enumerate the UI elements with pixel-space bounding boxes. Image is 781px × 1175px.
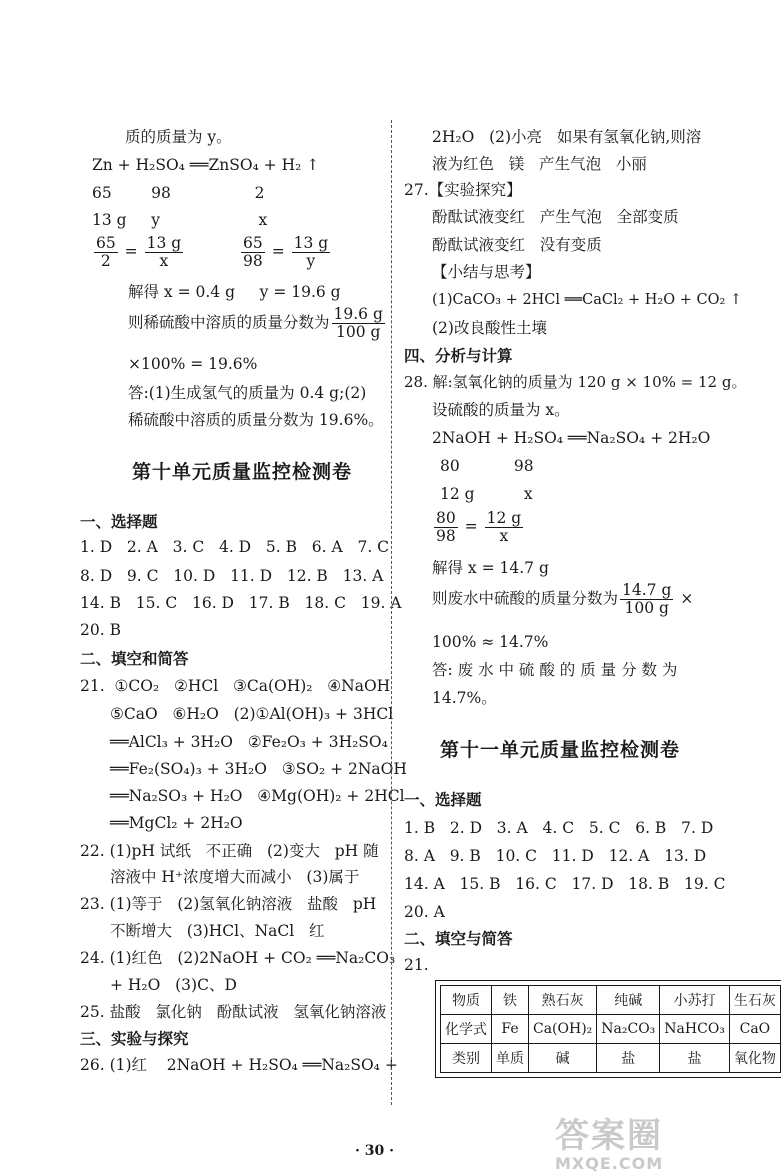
section-title: 第十单元质量监控检测卷 [132, 461, 353, 483]
answer-line: 14. B 15. C 16. D 17. B 18. C 19. A [80, 594, 402, 612]
mass-fraction-line: 则废水中硫酸的质量分数为 $\frac{14.7 g}{100 g}$ × [432, 581, 694, 617]
table-cell: CaO [729, 1015, 780, 1044]
section-heading: 四、分析与计算 [404, 346, 513, 365]
answer-line: 22. (1)pH 试纸 不正确 (2)变大 pH 随 [80, 842, 379, 860]
answer-line: 【小结与思考】 [432, 263, 541, 281]
answer-line: 23. (1)等于 (2)氢氧化钠溶液 盐酸 pH [80, 895, 377, 913]
question-number: 21. [404, 956, 429, 974]
section-title: 第十一单元质量监控检测卷 [440, 739, 681, 761]
answer-line: 21. ①CO₂ ②HCl ③Ca(OH)₂ ④NaOH [80, 677, 391, 695]
table-cell: 化学式 [441, 1015, 492, 1044]
text-line: 质的质量为 y。 [125, 128, 232, 146]
answer-line: 20. B [80, 621, 121, 639]
answer-line: 27.【实验探究】 [404, 181, 522, 199]
table-cell: 类别 [441, 1044, 492, 1073]
text-line: 13 g y x [92, 211, 268, 229]
text-line: ×100% = 19.6% [128, 355, 258, 373]
watermark [555, 1118, 663, 1173]
answer-line: ══AlCl₃ + 3H₂O ②Fe₂O₃ + 3H₂SO₄ [110, 733, 388, 751]
watermark-url: MXQE.COM [555, 1154, 664, 1173]
answer-line: 1. B 2. D 3. A 4. C 5. C 6. B 7. D [404, 819, 714, 837]
proportion-line: $\frac{80}{98}$ = $\frac{12 g}{x}$ [436, 509, 522, 545]
answer-line: (2)改良酸性土壤 [432, 319, 547, 337]
answer-line: 不断增大 (3)HCl、NaCl 红 [110, 922, 325, 940]
table-cell: 生石灰 [729, 986, 780, 1015]
table-cell: 铁 [492, 986, 529, 1015]
fraction: $\frac{13 g}{y}$ [293, 234, 329, 270]
table-cell: 碱 [529, 1044, 597, 1073]
table-row [441, 986, 781, 1015]
answer-line: 2H₂O (2)小亮 如果有氢氧化钠,则溶 [432, 128, 702, 146]
table-cell: Ca(OH)₂ [529, 1015, 597, 1044]
answer-line: 设硫酸的质量为 x。 [432, 401, 570, 419]
answer-line: + H₂O (3)C、D [110, 976, 237, 994]
table-cell: 单质 [492, 1044, 529, 1073]
answer-line: 1. D 2. A 3. C 4. D 5. B 6. A 7. C [80, 538, 390, 556]
table-cell: NaHCO₃ [660, 1015, 730, 1044]
fraction: $\frac{80}{98}$ [436, 509, 456, 545]
section-heading: 二、填空和简答 [80, 649, 189, 668]
fraction: $\frac{65}{98}$ [243, 234, 263, 270]
answer-line: ══Na₂SO₃ + H₂O ④Mg(OH)₂ + 2HCl [110, 787, 405, 805]
table-cell: 盐 [660, 1044, 730, 1073]
answer-line: 8. A 9. B 10. C 11. D 12. A 13. D [404, 847, 707, 865]
fraction: $\frac{14.7 g}{100 g}$ [622, 581, 672, 617]
answer-line: 解得 x = 14.7 g [432, 559, 549, 577]
column-divider [391, 120, 392, 1105]
equation-line: Zn + H₂SO₄ ══ZnSO₄ + H₂ ↑ [92, 156, 320, 174]
answer-line: ══Fe₂(SO₄)₃ + 3H₂O ③SO₂ + 2NaOH [110, 760, 407, 778]
answer-line: 答: 废 水 中 硫 酸 的 质 量 分 数 为 [432, 661, 678, 679]
fraction: $\frac{19.6 g}{100 g}$ [333, 305, 383, 341]
answer-line: 液为红色 镁 产生气泡 小丽 [432, 155, 647, 173]
table-cell: 盐 [597, 1044, 660, 1073]
section-heading: 三、实验与探究 [80, 1029, 189, 1048]
watermark-logo-text: 答案圈 [555, 1116, 663, 1156]
answer-line: 20. A [404, 903, 445, 921]
table-cell: 熟石灰 [529, 986, 597, 1015]
mass-fraction-line: 则稀硫酸中溶质的质量分数为 $\frac{19.6 g}{100 g}$ [128, 305, 383, 341]
equation-line: 2NaOH + H₂SO₄ ══Na₂SO₄ + 2H₂O [432, 429, 711, 447]
answer-line: 26. (1)红 2NaOH + H₂SO₄ ══Na₂SO₄ + [80, 1056, 398, 1074]
answer-line: 酚酞试液变红 没有变质 [432, 236, 602, 254]
table-row [441, 1044, 781, 1073]
answer-line: 24. (1)红色 (2)2NaOH + CO₂ ══Na₂CO₃ [80, 949, 396, 967]
table-cell: Fe [492, 1015, 529, 1044]
proportion-line: $\frac{65}{2}$ = $\frac{13 g}{x}$ $\frac{65}{98}$ = $\frac{13 g}{y}$ [96, 234, 329, 270]
answer-line: 酚酞试液变红 产生气泡 全部变质 [432, 208, 679, 226]
page-number: · 30 · [355, 1143, 394, 1159]
table-cell: 纯碱 [597, 986, 660, 1015]
table-cell: 小苏打 [660, 986, 730, 1015]
text-line: 稀硫酸中溶质的质量分数为 19.6%。 [128, 411, 384, 429]
section-heading: 一、选择题 [80, 512, 158, 531]
text-line: 解得 x = 0.4 g y = 19.6 g [128, 283, 341, 301]
fraction: $\frac{65}{2}$ [96, 234, 116, 270]
text-line: 答:(1)生成氢气的质量为 0.4 g;(2) [128, 384, 367, 402]
table-cell: Na₂CO₃ [597, 1015, 660, 1044]
answer-line: ⑤CaO ⑥H₂O (2)①Al(OH)₃ + 3HCl [110, 705, 394, 723]
answer-line: 25. 盐酸 氯化钠 酚酞试液 氢氧化钠溶液 [80, 1003, 387, 1021]
table-cell: 物质 [441, 986, 492, 1015]
answer-line: ══MgCl₂ + 2H₂O [110, 814, 243, 832]
answer-line: 28. 解:氢氧化钠的质量为 120 g × 10% = 12 g。 [404, 373, 747, 391]
answer-line: 100% ≈ 14.7% [432, 633, 549, 651]
fraction: $\frac{13 g}{x}$ [146, 234, 182, 270]
answer-line: 14.7%。 [432, 689, 497, 707]
section-heading: 二、填空与简答 [404, 929, 513, 948]
table-row [441, 1015, 781, 1044]
equation-line: (1)CaCO₃ + 2HCl ══CaCl₂ + H₂O + CO₂ ↑ [432, 292, 743, 308]
table-cell: 氧化物 [729, 1044, 780, 1073]
answer-line: 12 g x [440, 485, 533, 503]
section-heading: 一、选择题 [404, 790, 482, 809]
answer-line: 8. D 9. C 10. D 11. D 12. B 13. A [80, 567, 384, 585]
answer-line: 溶液中 H⁺浓度增大而减小 (3)属于 [110, 868, 360, 886]
chemistry-table [440, 985, 781, 1073]
fraction: $\frac{12 g}{x}$ [486, 509, 522, 545]
text-line: 65 98 2 [92, 184, 265, 202]
answer-line: 14. A 15. B 16. C 17. D 18. B 19. C [404, 875, 726, 893]
answer-line: 80 98 [440, 457, 534, 475]
